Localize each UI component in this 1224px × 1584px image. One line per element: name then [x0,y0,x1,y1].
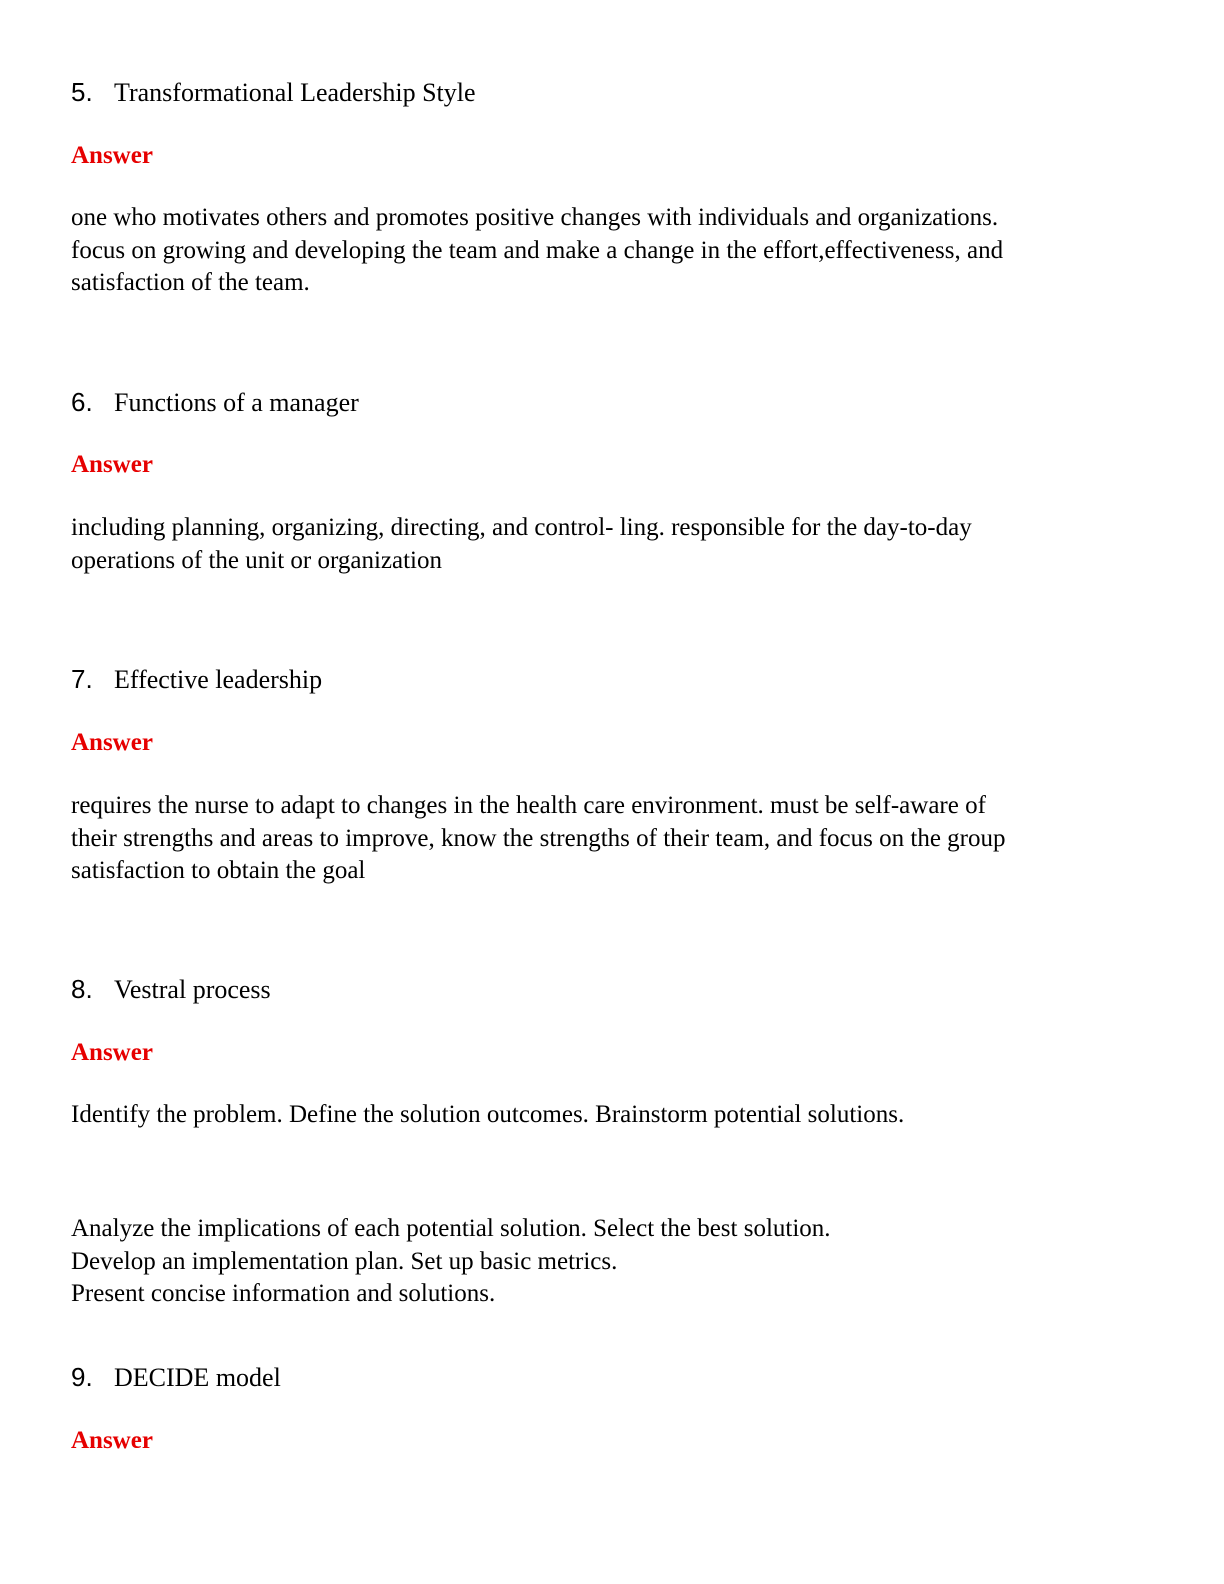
answer-label: Answer [71,142,153,169]
question-number: 7. [71,664,93,694]
question-number: 8. [71,974,93,1004]
answer-label: Answer [71,729,153,756]
answer-text: one who motivates others and promotes positive changes with individuals and organizations. focus on growing and developing the team and make a change in the effort,effectiveness, and satisfaction of the team. [71,204,1004,296]
question-number: 6. [71,387,93,417]
answer-text-continued: Analyze the implications of each potential solution. Select the best solution. Develop an implementation plan. Set up basic metrics. Present concise information and solutions. [71,1215,831,1307]
question-7-heading [71,663,322,696]
question-title: Effective leadership [114,665,323,694]
question-title: Functions of a manager [114,388,359,417]
question-title: Transformational Leadership Style [114,78,476,107]
question-title: DECIDE model [114,1363,281,1392]
answer-label: Answer [71,1039,153,1066]
answer-text: including planning, organizing, directing, and control- ling. responsible for the day-to-day operations of the unit or organization [71,514,972,574]
question-title: Vestral process [114,975,271,1004]
answer-text: requires the nurse to adapt to changes in the health care environment. must be self-aware of their strengths and areas to improve, know the strengths of their team, and focus on the group satisfaction to obtain the goal [71,792,1006,884]
question-number: 9. [71,1362,93,1392]
answer-label: Answer [71,1427,153,1454]
question-6-heading [71,386,359,419]
question-5-heading [71,76,476,109]
question-number: 5. [71,77,93,107]
answer-label: Answer [71,451,153,478]
question-9-heading [71,1361,281,1394]
question-8-heading [71,973,271,1006]
answer-text: Identify the problem. Define the solution outcomes. Brainstorm potential solutions. [71,1101,905,1128]
